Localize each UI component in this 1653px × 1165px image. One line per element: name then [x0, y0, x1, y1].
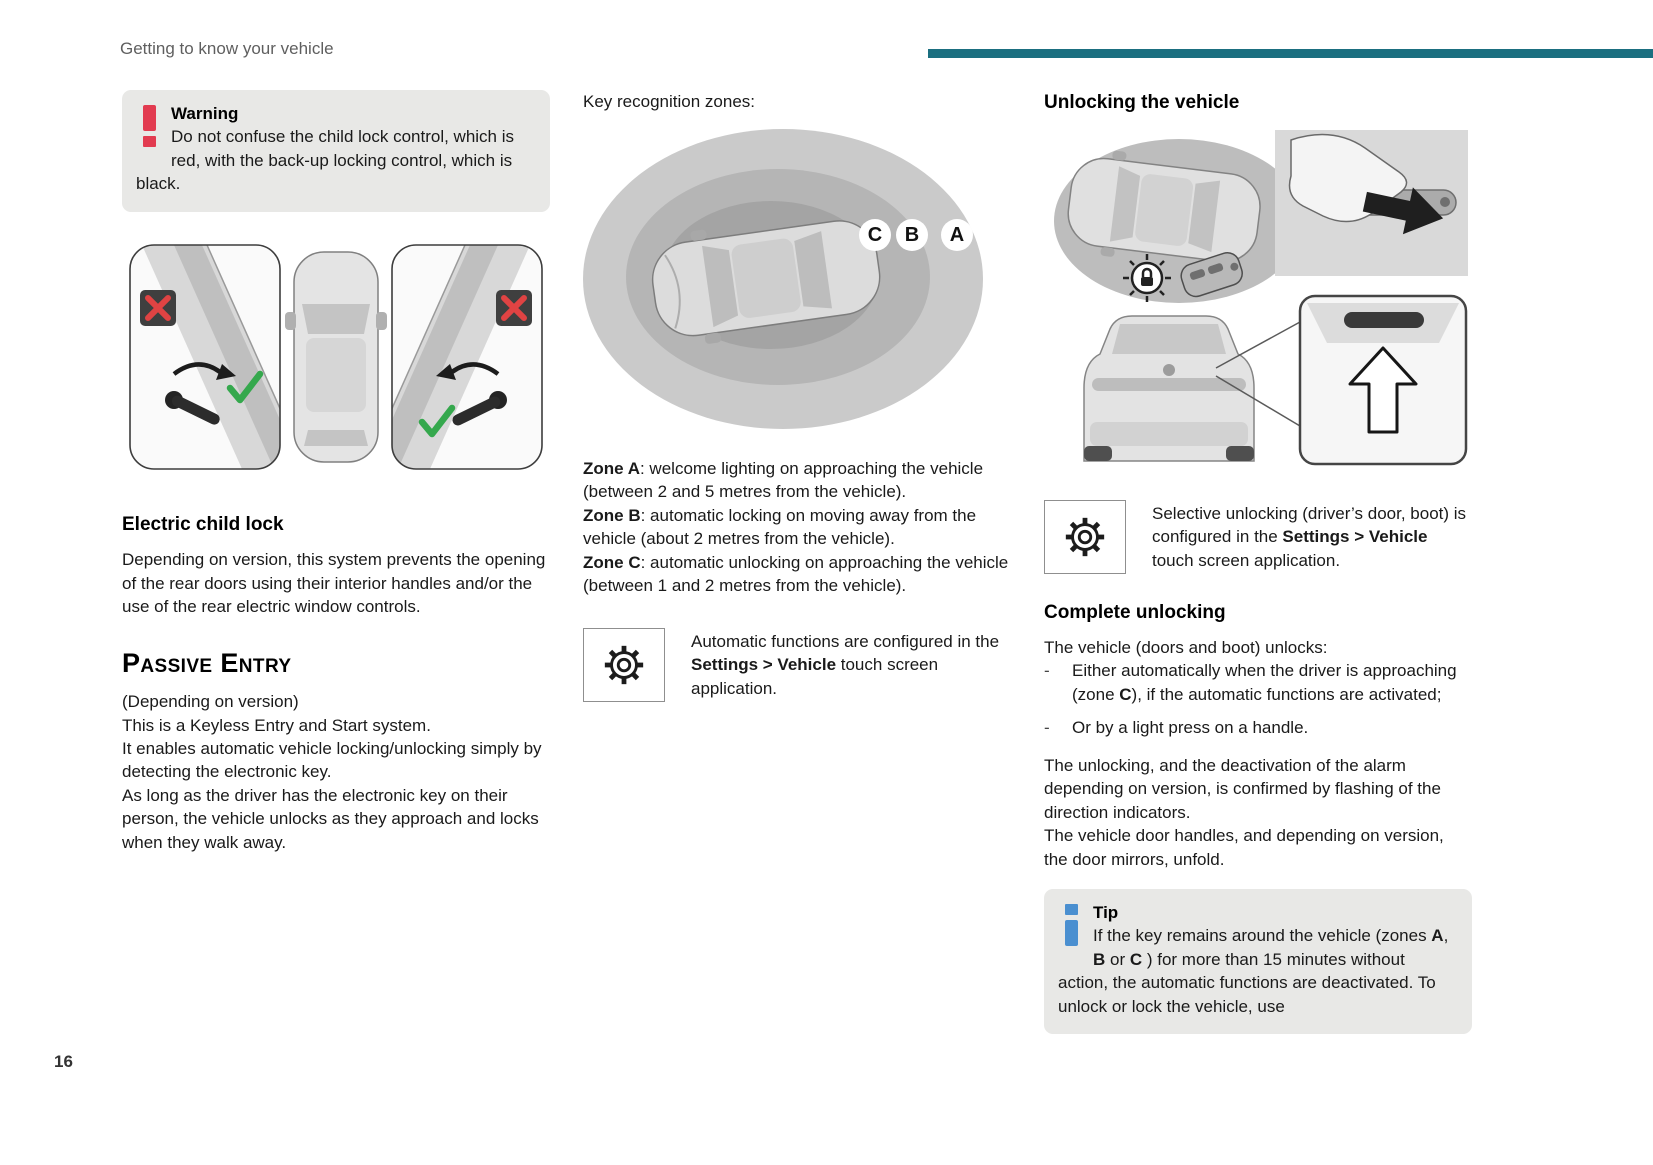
- bullet-item-auto: [1044, 659, 1472, 706]
- bullet-post: ), if the automatic functions are activated;: [1131, 684, 1442, 704]
- zone-b-label: Zone B: [583, 505, 641, 525]
- key-zones-intro: Key recognition zones:: [583, 92, 755, 111]
- column-middle: [583, 90, 1011, 702]
- handles-unfold-text: The vehicle door handles, and depending on version, the door mirrors, unfold.: [1044, 826, 1444, 869]
- bullet-dash: -: [1044, 718, 1050, 738]
- car-top-view: [285, 252, 387, 462]
- bullet-text: [1072, 659, 1472, 706]
- tip-seg: or: [1105, 949, 1130, 969]
- tip-zone-b: B: [1093, 949, 1106, 969]
- tip-seg: ,: [1443, 926, 1449, 946]
- boot-handle-inset: [1300, 296, 1466, 464]
- zone-a-description: : welcome lighting on approaching the vehicle (between 2 and 5 metres from the vehicle).: [583, 458, 984, 502]
- bullet-bold: C: [1119, 684, 1132, 704]
- passive-entry-line-1: (Depending on version): [122, 692, 299, 712]
- left-door-panel: [130, 245, 307, 469]
- tip-title: Tip: [1093, 902, 1119, 922]
- tip-text: [1058, 924, 1456, 1018]
- note-post: touch screen application.: [1152, 550, 1341, 570]
- right-door-panel: [365, 245, 542, 469]
- page-number: 16: [54, 1052, 73, 1071]
- door-handle-inset: [1275, 130, 1468, 276]
- settings-icon-box: [583, 628, 665, 702]
- tip-seg: If the key remains around the vehicle (zones: [1093, 926, 1432, 946]
- note-pre: Automatic functions are configured in the: [691, 631, 1000, 651]
- tip-icon-dot: [1065, 904, 1078, 915]
- complete-unlocking-heading: Complete unlocking: [1044, 601, 1226, 623]
- selective-unlocking-note: [1044, 500, 1472, 574]
- selective-unlocking-note-text: [1152, 500, 1472, 574]
- bullet-text: Or by a light press on a handle.: [1072, 718, 1309, 738]
- unlocking-confirmation-text: The unlocking, and the deactivation of the alarm depending on version, is confirmed by flashing of the direction indicators.: [1044, 755, 1441, 822]
- zone-badge-a: A: [941, 219, 973, 251]
- settings-icon-box: [1044, 500, 1126, 574]
- warning-text: Do not confuse the child lock control, which is red, with the back-up locking control, which is black.: [136, 127, 515, 194]
- unlocking-heading: Unlocking the vehicle: [1044, 92, 1240, 113]
- automatic-functions-note-text: [691, 628, 1011, 702]
- passive-entry-heading: Passive Entry: [122, 647, 292, 678]
- tip-icon: [1058, 903, 1085, 949]
- zone-c-text: [583, 551, 1011, 598]
- unlocking-illustration-svg: [1044, 126, 1472, 471]
- gear-icon: [1062, 514, 1108, 560]
- tip-zone-c: C: [1129, 949, 1143, 969]
- key-zones-illustration: [583, 127, 1011, 438]
- warning-title: Warning: [171, 104, 239, 123]
- automatic-functions-note: [583, 628, 1011, 702]
- red-cross-icon: [140, 290, 176, 326]
- zone-badge-b: B: [896, 219, 928, 251]
- car-rear-view: [1084, 316, 1254, 461]
- key-zones-illustration-svg: [583, 127, 1011, 432]
- zone-b-description: : automatic locking on moving away from the vehicle (about 2 metres from the vehicle).: [583, 505, 977, 549]
- column-left: [122, 90, 550, 854]
- red-cross-icon: [496, 290, 532, 326]
- zone-b-text: [583, 504, 1011, 551]
- note-post: touch screen application.: [691, 655, 939, 698]
- passive-entry-line-3: It enables automatic vehicle locking/unlocking simply by detecting the electronic key.: [122, 739, 542, 782]
- passive-entry-line-2: This is a Keyless Entry and Start system.: [122, 715, 431, 735]
- zone-c-description: : automatic unlocking on approaching the vehicle (between 1 and 2 metres from the vehicle).: [583, 552, 1009, 596]
- zone-a-text: [583, 457, 1011, 504]
- bullet-pre: Either automatically when the driver is approaching (zone: [1072, 661, 1457, 704]
- warning-icon-bar: [143, 105, 156, 131]
- zone-badge-c: C: [859, 219, 891, 251]
- tip-zone-a: A: [1431, 926, 1444, 946]
- warning-box: [122, 90, 550, 212]
- tip-icon-bar: [1065, 920, 1078, 946]
- child-lock-illustration-svg: [122, 242, 550, 472]
- note-bold: Settings > Vehicle: [691, 655, 837, 675]
- tip-seg: ) for more than 15 minutes without action, the automatic functions are deactivated. To unlock or lock the vehicle, use: [1058, 949, 1436, 1016]
- bullet-item-handle: [1044, 716, 1472, 739]
- passive-entry-line-4: As long as the driver has the electronic key on their person, the vehicle unlocks as they approach and locks when they walk away.: [122, 785, 539, 852]
- gear-icon: [601, 642, 647, 688]
- complete-unlocking-intro: The vehicle (doors and boot) unlocks:: [1044, 637, 1328, 657]
- section-header: Getting to know your vehicle: [120, 39, 334, 58]
- column-right: [1044, 90, 1472, 1034]
- electric-child-lock-heading: Electric child lock: [122, 514, 284, 536]
- bullet-dash: -: [1044, 661, 1050, 681]
- electric-child-lock-text: Depending on version, this system prevents the opening of the rear doors using their interior handles and/or the use of the rear electric window controls.: [122, 550, 546, 617]
- unlocking-illustration: [1044, 126, 1472, 477]
- tip-box: [1044, 889, 1472, 1034]
- warning-icon-dot: [143, 136, 156, 147]
- note-pre: Selective unlocking (driver’s door, boot) is configured in the: [1152, 503, 1467, 547]
- zone-c-label: Zone C: [583, 552, 641, 572]
- child-lock-illustration: [122, 242, 550, 478]
- warning-icon: [136, 104, 163, 150]
- zone-a-label: Zone A: [583, 458, 640, 478]
- note-bold: Settings > Vehicle: [1282, 527, 1428, 547]
- header-accent-bar: [928, 49, 1653, 58]
